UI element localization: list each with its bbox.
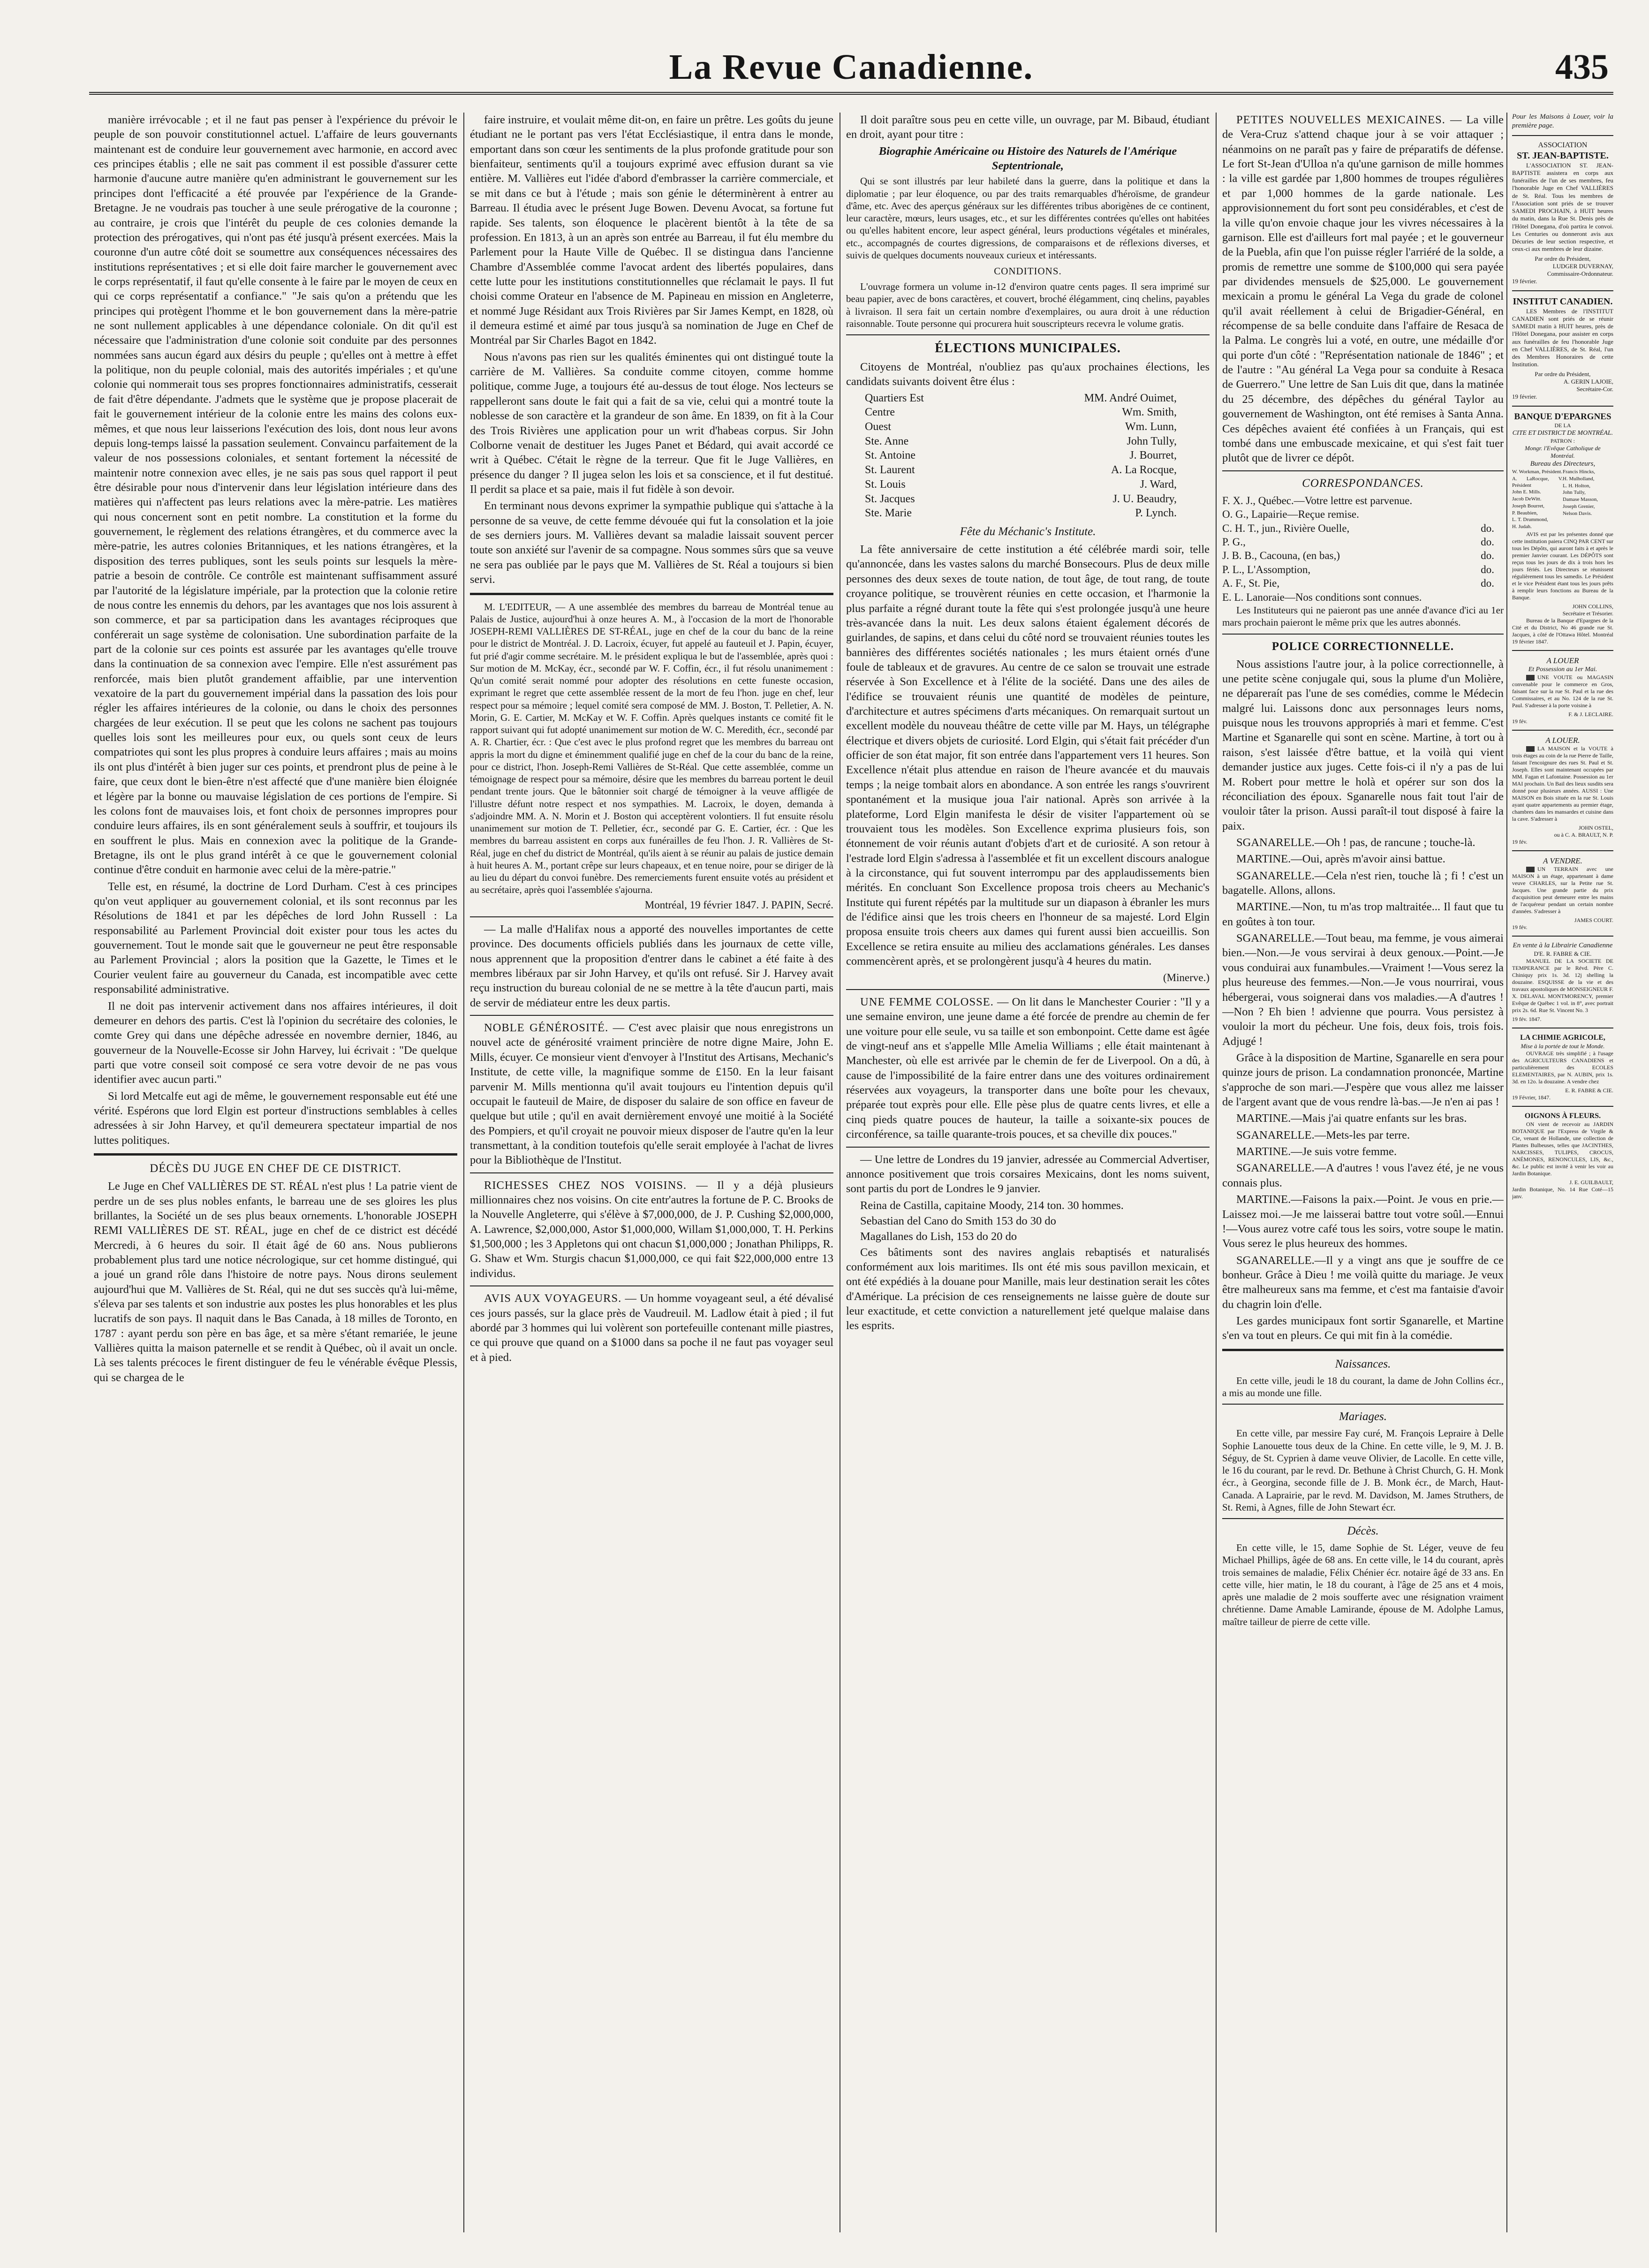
article-text: Ces bâtiments sont des navires anglais rebaptisés et naturalisés conformément aux lois maritimes. Ils ont été mis sous pavillon mexicain, et ont été expédiés à la douane pour Manille, mais leur destination serait les côtes d'Amérique. La précision de ces renseignements ne laisse guère de doute sur leur exactitude, et cette conviction a naturellement jeté quelque malaise dans les esprits. <box>846 1246 1210 1332</box>
section-rule <box>1512 730 1613 731</box>
ad-signature: JOHN COLLINS, <box>1572 603 1613 610</box>
ad-text: Par ordre du Président, <box>1535 370 1591 378</box>
ad-subtitle: D'E. R. FABRE & CIE. <box>1534 950 1592 957</box>
ad-subtitle: Mise à la portée de tout le Monde. <box>1520 1043 1605 1050</box>
ad-text: Mongr. l'Evêque Catholique de Montréal. <box>1525 444 1601 459</box>
correspondence-list <box>1222 494 1504 605</box>
section-rule <box>1512 1106 1613 1107</box>
section-rule <box>1512 650 1613 651</box>
column-4 <box>1222 113 1504 2232</box>
article-text: Citoyens de Montréal, n'oubliez pas qu'aux prochaines élections, les candidats suivants doivent être élus : <box>846 360 1210 388</box>
section-heading: ÉLECTIONS MUNICIPALES. <box>935 341 1121 356</box>
list-item: L. H. Holton, <box>1563 483 1590 489</box>
article-text: Nous assistions l'autre jour, à la police correctionnelle, à une petite scène conjugale qui, sous la plume d'un Molière, ne dépareraít pas l'une de ses comédies, comme le Médecin malgré lui. Laissons donc aux personnages leurs noms, puisque nous les trouvons appropriés à mari et femme. C'est Martine et Sganarelle qui sont en scène. Martine, à tort ou à raison, s'est laissée d'être battue, et la voilà qui vient demander justice aux juges. Cette fois-ci il n'y a pas de lui M. Robert pour mettre le holà et opérer sur son dos la réconciliation des époux. Sganarelle nous fait tout l'air de vouloir tâter la prison. Aussi paraît-il tout disposé à faire la paix. <box>1222 658 1504 832</box>
article-text: L'ouvrage formera un volume in-12 d'environ quatre cents pages. Il sera imprimé sur beau papier, avec de bons caractères, et couvert, broché élégamment, cinq chelins, payables à livraison. Il sera fait un certain nombre d'exemplaires, ou aura droit à une réduction raisonnable. Toute personne qui procurera huit souscripteurs recevra le volume gratis. <box>846 281 1210 329</box>
list-item: Ouest Wm. Lunn, <box>865 421 1177 433</box>
list-item: Nelson Davis. <box>1563 510 1592 516</box>
item-heading: AVIS AUX VOYAGEURS. <box>484 1292 622 1305</box>
ad-date: 19 février. <box>1512 393 1537 401</box>
column-3 <box>846 113 1210 2232</box>
ad-date: 19 fév. 1847. <box>1512 1016 1542 1022</box>
dialogue-line: SGANARELLE.—Cela n'est rien, touche là ; fi ! c'est un bagatelle. Allons, allons. <box>1222 869 1504 897</box>
ad-text: L'ASSOCIATION ST. JEAN-BAPTISTE assistera en corps aux funérailles de l'un de ses membres, feu l'honorable Juge en Chef VALLIÈRES de St. Réal. Tous les membres de l'Association sont priés de se trouver SAMEDI PROCHAIN, à HUIT heures du matin, dans la Rue St. Denis près de l'Hôtel Donegana, d'où partira le convoi. Les Centuries ou donneront avis aux Décuries de leur section respective, et ceux-ci aux membres de leur dizaine. <box>1512 161 1613 253</box>
article-text: faire instruire, et voulait même dit-on, en faire un prêtre. Les goûts du jeune étudiant ne le portant pas vers l'état Ecclésiastique, il entra dans le monde, emportant dans son cœur les sentiments de la plus profonde gratitude pour son bienfaiteur, sentiments qu'il a toujours exprimé avec effusion durant sa vie entière. M. Vallières eut l'idée d'abord d'embrasser la carrière commerciale, et se mit dans ce but à l'étude ; mais son génie le déterminèrent à entrer au Barreau. Il étudia avec le présent Juge Bowen. Devenu Avocat, sa fortune fut rapide. Ses talents, son éloquence le placèrent bientôt à la tête de sa profession. En 1813, à un an après son entrée au Barreau, il fut élu membre du Parlement pour la Haute Ville de Québec. Il se distingua dans l'ancienne Chambre d'Assemblée comme l'avocat ardent des libertés populaires, dans cette lutte pour les institutions constitutionnelles que réclamait le pays. Il fut choisi comme Orateur en l'absence de M. Papineau en mission en Angleterre, et nommé Juge Résidant aux Trois Rivières par Sir James Kempt, en 1828, où il demeura estimé et aimé par tous jusqu'à sa nomination de Juge en Chef de Montréal par Sir Charles Bagot en 1842. <box>470 113 833 347</box>
ad-text: ON vient de recevoir au JARDIN BOTANIQUE par l'Express de Virgile & Cie, venant de Hollande, une collection de Plantes Bulbeuses, telles que JACINTHES, NARCISSES, TULIPES, CROCUS, ANÉMONES, RENONCULES, LIS, &c., &c. Le public est invité à venir les voir au Jardin Botanique. <box>1512 1121 1613 1177</box>
section-rule <box>1222 1349 1504 1351</box>
source-credit: (Minerve.) <box>1163 971 1210 983</box>
section-rule <box>470 916 833 917</box>
section-rule <box>846 989 1210 990</box>
section-rule <box>470 1172 833 1173</box>
section-heading: CONDITIONS. <box>994 265 1062 277</box>
list-item: W. Workman, Président. <box>1512 469 1562 475</box>
section-heading: DÉCÈS DU JUGE EN CHEF DE CE DISTRICT. <box>150 1162 401 1175</box>
list-item: Quartiers Est MM. André Ouimet, <box>865 392 1177 404</box>
ad-text: UN TERRAIN avec une MAISON à un étage, appartenant à dame veuve CHARLES, sur la Petite rue St. Jacques. Une grande partie du prix d'acquisition peut demeurer entre les mains de l'acquéreur pendant un certain nombre d'années. S'adresser à <box>1512 866 1613 915</box>
building-icon <box>1526 675 1535 680</box>
candidates-list <box>846 391 1210 521</box>
notice-text: En cette ville, par messire Fay curé, M. François Lepraire à Delle Sophie Lanouette tous deux de la Chine. En cette ville, le 9, M. J. B. Séguy, de St. Cyprien à dame veuve Olivier, de Lacolle. En cette ville, le 16 du courant, par le revd. Dr. Bethune à Christ Church, G. H. Monk écr., à Georgina, seconde fille de J. B. Monk écr., de March, Haut-Canada. A Laprairie, par le revd. M. Davidson, M. James Struthers, de St. Remi, à Agnes, fille de John Stewart écr. <box>1222 1428 1504 1513</box>
ad-title: A LOUER. <box>1545 735 1580 745</box>
section-rule <box>470 1285 833 1286</box>
column-divider <box>1506 113 1507 2232</box>
section-rule <box>1512 290 1613 291</box>
ad-date: 19 fév. <box>1512 924 1528 930</box>
section-heading: Naissances. <box>1335 1357 1391 1370</box>
ad-title: OIGNONS À FLEURS. <box>1524 1112 1601 1120</box>
item-heading: RICHESSES CHEZ NOS VOISINS. <box>484 1179 687 1192</box>
ad-signature: ou à C. A. BRAULT, N. P. <box>1554 831 1613 838</box>
dialogue-line: SGANARELLE.—Tout beau, ma femme, je vous aimerai bien.—Non.—Je vous servirai à deux genoux.—Point.—Je vous conduirai aux funambules.—Vraiment !—Vous serez la plus heureuse des femmes.—Non.—Je vous nourrirai, vous hébergerai, vous soignerai dans vos maladies.—A d'autres !—Non ? Eh bien ! advienne que pourra. Vous persistez à vouloir la mort du pécheur. Une fois, deux fois, trois fois. Adjugé ! <box>1222 932 1504 1048</box>
ad-notice: Pour les Maisons à Louer, voir la première page. <box>1512 113 1613 129</box>
list-item: F. X. J., Québec.—Votre lettre est parvenue. <box>1222 494 1413 507</box>
item-heading: UNE FEMME COLOSSE. <box>860 995 994 1008</box>
ad-label: DE LA <box>1554 422 1571 429</box>
dialogue-line: MARTINE.—Faisons la paix.—Point. Je vous en prie.—Laissez moi.—Je me laisserai battre tout votre soûl.—Ennui !—Vous aurez votre café tous les soirs, votre soupe le matin. Vous serez le plus heureux des hommes. <box>1222 1193 1504 1250</box>
notice-text: En cette ville, jeudi le 18 du courant, la dame de John Collins écr., a mis au monde une fille. <box>1222 1375 1504 1399</box>
article-text: — On lit dans le Manchester Courier : "Il y a une semaine environ, une jeune dame a été forcée de prendre au chemin de fer une voiture pour elle seule, vu sa taille et son embonpoint. Cette dame est âgée de vingt-neuf ans et s'appelle Mlle Amelia Williams ; elle était maintenant à Manchester, où elle est arrivée par le chemin de fer de Liverpool. On a dû, à cause de l'impossibilité de la faire entrer dans une des voitures ordinairement réservées aux voyageurs, la transporter dans une boîte pour les chevaux, préparée tout exprès pour elle. Elle pèse plus de quatre cents livres, et elle a cinq pieds quatre pouces de hauteur, la taille a soixante-six pouces de circonférence, sa taille quarante-trois pouces, et sa cheville dix pouces." <box>846 995 1210 1141</box>
list-item: J. B. B., Cacouna, (en bas,) do. <box>1222 550 1494 562</box>
masthead <box>89 47 1613 98</box>
section-rule <box>1222 634 1504 635</box>
section-rule <box>846 1147 1210 1148</box>
dialogue-line: MARTINE.—Non, tu m'as trop maltraitée... Il faut que tu en goûtes à ton tour. <box>1222 900 1504 928</box>
list-item: St. Antoine J. Bourret, <box>865 449 1177 462</box>
ad-signature-role: Commissaire-Ordonnateur. <box>1547 270 1613 277</box>
ad-label: PATRON : <box>1551 437 1575 444</box>
ad-date: 19 fév. <box>1512 838 1528 845</box>
ad-date: 19 Février, 1847. <box>1512 1094 1551 1101</box>
list-item: Francis Hincks, <box>1563 469 1596 475</box>
section-heading: CORRESPONDANCES. <box>1302 476 1424 490</box>
dialogue-line: MARTINE.—Je suis votre femme. <box>1236 1145 1397 1158</box>
article-text: Il doit paraître sous peu en cette ville, un ouvrage, par M. Bibaud, étudiant en droit, ayant pour titre : <box>846 113 1210 141</box>
ad-signature: E. R. FABRE & CIE. <box>1565 1087 1613 1094</box>
column-divider <box>463 113 464 2232</box>
ad-subtitle: CITE ET DISTRICT DE MONTRÉAL. <box>1512 430 1613 437</box>
list-item: A. LaRocque, V. Président <box>1512 476 1563 488</box>
ad-title: En vente à la Librairie Canadienne <box>1513 942 1613 949</box>
ad-text: Par ordre du Président, <box>1535 255 1591 262</box>
article-text: Nous n'avons pas rien sur les qualités éminentes qui ont distingué toute la carrière de M. Vallières. Sa conduite comme citoyen, comme homme politique, comme Juge, a toujours été au-dessus de tout éloge. Nos lecteurs se rappelleront sans doute le fait qui a fait de sa vie, celui qui a montré toute la noblesse de son caractère et la grandeur de son âme. En 1839, on fit à la Cour des Trois Rivières une application pour un writ d'habeas corpus. Sir John Colborne venait de destituer les Juges Panet et Bédard, qui avait accordé ce writ à Québec. C'était le règne de la terreur. Que fit le Juge Vallières, en présence du danger ? Il jugea selon les lois et sa conscience, et il fut destitué. Il perdit sa place et sa paie, mais il fut fidèle à son devoir. <box>470 350 833 496</box>
land-icon <box>1526 867 1535 872</box>
article-text: manière irrévocable ; et il ne faut pas penser à l'expérience du prévoir le peuple de son pouvoir constitutionnel actuel. L'affaire de leurs gouvernants maintenant est de conduire leur gouvernement avec harmonie, en accord avec ces principes établis ; elle ne sait pas comment il est possible d'assurer cette harmonie d'aucune autre manière qu'en administrant le gouvernement sur les principes dont l'efficacité a été prouvée par l'expérience de la Grande-Bretagne. Je ne voudrais pas toucher à une seule prérogative de la couronne ; au contraire, je crois que l'intérêt du peuple de ces colonies demande la protection des prérogatives, qui n'ont pas été jusqu'à présent exercées. Mais la couronne d'un autre côté doit se soumettre aux conséquences nécessaires des institutions représentatives ; et si elle doit faire marcher le gouvernement avec le corps représentatif, il faut qu'elle consente à le faire par le moyen de ceux en qui ce corps représentatif a confiance." "Je sais qu'on a prétendu que les principes qui protègent l'homme et le bon gouvernement dans la mère-patrie ne sont nullement applicables à une dépendance coloniale. On dit qu'il est nécessaire que l'administration d'une colonie soit conduite par des personnes nommées sans aucun égard aux désirs du peuple ; qu'elles ont à mettre à effet la politique, non du peuple colonial, mais des autorités impériales ; et qu'une colonie qui nommerait tous ses propres fonctionnaires administratifs, cesserait de fait d'être dépendante. J'admets que le système que je propose placerait de fait le gouvernement intérieur de la colonie entre les mains des colons eux-mêmes, et que nous leur laisserions l'exécution des lois, dont nous leur avons depuis long-temps laissé la passation seulement. Convaincu parfaitement de la valeur de nos possessions coloniales, et sentant fortement la nécessité de maintenir notre connexion avec elles, je ne sais pas sous quel rapport il peut être désirable pour nous d'intervenir dans leur législation intérieure dans des matières qui n'affectent pas leurs relations avec la mère-patrie. Les matières qui nous concernent sont en petit nombre. La constitution et la forme du gouvernement, le règlement des relations étrangères, et du commerce avec la mère-patrie, les autres colonies Britanniques, et les nations étrangères, et la disposition des terres publiques, sont les seuls points sur lesquels la mère-patrie a besoin de contrôle. Ce contrôle est maintenant suffisamment assuré par l'autorité de la législature impériale, par la protection que la colonie retire de nous contre les ennemis du dehors, par les avantages que nos lois assurent à son commerce, et par sa participation dans les avantages réciproques que conférerait un sage système de colonisation. Une subordination parfaite de la part de la colonie sur ces points est assurée par les avantages qu'elle trouve dans la continuation de sa connexion avec l'empire. Elle n'est assurément pas renforcée, mais bien plutôt grandement affaiblie, par une intervention vexatoire de la part du gouvernement impérial dans la passation des lois pour régler les affaires intérieures de la colonie, ou dans le choix des personnes chargées de leur exécution. Il se peut que les colons ne sachent pas toujours quelles lois sont les meilleures pour eux, ou quels sont ceux de leurs compatriotes qui sont les plus propres à conduire leurs affaires ; mais au moins ils ont plus d'intérêt à bien juger sur ces points, et prendront plus de peine à le faire, que ceux dont le bien-être n'est affecté que d'une manière bien éloignée et légère par la bonne ou mauvaise législation de ces portions de l'empire. Si les colons font de mauvaises lois, et font choix de personnes impropres pour conduire leurs affaires, ils en sont généralement seuls à souffrir, et toujours ils en souffrent le plus. Mais en connexion avec la politique de la Grande-Bretagne, ils ont le plus grand intérêt à ce que le gouvernement colonial continue d'être conduit en harmonie avec celui de la mère-patrie." <box>94 113 457 877</box>
list-item: John Tully, <box>1563 490 1586 496</box>
page-number: 435 <box>1555 47 1609 87</box>
list-item: St. Laurent A. La Rocque, <box>865 464 1177 476</box>
ad-title: BANQUE D'EPARGNES <box>1514 411 1611 422</box>
notice-text: En cette ville, le 15, dame Sophie de St. Léger, veuve de feu Michael Phillips, âgée de 68 ans. En cette ville, le 14 du courant, après trois semaines de maladie, Félix Chénier écr. notaire âgé de 33 ans. En cette ville, hier matin, le 18 du courant, à l'âge de 25 ans et 4 mois, après une maladie de 2 mois soufferte avec une résignation vraiment chrétienne. Dame Amable Lamirande, épouse de M. Adolphe Lamus, maître tailleur de pierre de cette ville. <box>1222 1542 1504 1627</box>
list-item: Centre Wm. Smith, <box>865 406 1177 419</box>
list-item: Magallanes do Lish, 153 do 20 do <box>860 1230 1017 1243</box>
section-rule <box>1512 850 1613 851</box>
article-text: — La ville de Vera-Cruz s'attend chaque jour à se voir attaquer ; néanmoins on ne paraît pas y faire de préparatifs de défense. Le fort St-Jean d'Ulloa n'a qu'une garnison de mille hommes : la ville est gardée par 1,800 hommes de troupes régulières et par 1,000 hommes de la garde nationale. Les approvisionnement du fort sont peu considérables, et c'est de la ville qu'on envoie chaque jour les vivres nécessaires à la garnison. Elle est d'ailleurs fort mal payée ; et le gouverneur de la Puebla, afin que l'on puisse régler l'arriéré de la solde, a promis de remettre une somme de $100,000 qui sera payée par dividendes mensuels de $25,000. Le gouvernement mexicain a promu le général La Vega du grade de colonel qu'il avait réellement à celui de Brigadier-Général, en récompense de sa belle conduite dans l'affaire de Resaca de la Palma. Le congrès lui a voté, en outre, une médaille d'or qui porte d'un côté : "Représentation nationale de 1846" ; et de l'autre : "Au général La Vega pour sa conduite à Resaca de Guerrero." Une lettre de San Luis dit que, dans la matinée du 25 décembre, des dépêches du général Taylor au gouvernement de Washington, ont été remises à Santa Anna. Ces dépêches avaient été confiées à un Français, qui est tombé dans une embuscade mexicaine, et qui s'est fait tuer plutôt que de livrer ce dépôt. <box>1222 113 1504 465</box>
list-item: Damase Masson, <box>1563 497 1598 502</box>
list-item: L. T. Drummond, <box>1512 517 1548 523</box>
ships-list <box>846 1198 1210 1244</box>
dialogue-line: SGANARELLE.—Mets-les par terre. <box>1236 1128 1410 1142</box>
ad-text: OUVRAGE très simplifié ; à l'usage des AGRICULTEURS CANADIENS et particulièrement des ECOLES ELEMENTAIRES, par N. AUBIN, prix 1s. 3d. en 12o. la douzaine. A vendre chez <box>1512 1050 1613 1085</box>
ad-signature: F. & J. LECLAIRE. <box>1568 711 1613 718</box>
column-2 <box>470 113 833 2232</box>
ad-text: LES Membres de l'INSTITUT CANADIEN sont priés de se réunir SAMEDI matin à HUIT heures, près de l'Hôtel Donegana, pour assister en corps aux funérailles de feu l'honorable Juge en Chef VALLIÈRES, de St. Réal, l'un des Membres Honoraires de cette Institution. <box>1512 307 1613 368</box>
dialogue-line: Les gardes municipaux font sortir Sganarelle, et Martine s'en va tout en pleurs. Ce qui mit fin à la comédie. <box>1222 1315 1504 1342</box>
ad-title: ST. JEAN-BAPTISTE. <box>1517 150 1609 161</box>
dialogue-line: SGANARELLE.—Il y a vingt ans que je souffre de ce bonheur. Grâce à Dieu ! me voilà quitte du mariage. Je veux être malheureux sans ma femme, et c'est ma fantaisie d'avoir du chagrin loin d'elle. <box>1222 1254 1504 1311</box>
ad-signature: JAMES COURT. <box>1574 917 1613 923</box>
ad-signature: A. GERIN LAJOIE, <box>1563 378 1613 385</box>
section-rule <box>1222 1518 1504 1519</box>
ad-text: LA MAISON et la VOUTE à trois étages au coin de la rue Pierre de Taille, faisant l'encoignure des rues St. Paul et St. Joseph. Elles sont maintenant occupées par MM. Fagan et Lafontaine. Possession au 1er MAI prochain. Un Bail des lieux susdits sera donné pour plusieurs années. AUSSI : Une MAISON en Bois située en la rue St. Louis ayant quatre appartements au premier étage, chambres dans les mansardes et cuisine dans la cave. S'adresser à <box>1512 745 1613 822</box>
ad-title: LA CHIMIE AGRICOLE, <box>1520 1034 1605 1042</box>
section-heading: Décès. <box>1347 1525 1379 1538</box>
section-rule <box>470 1015 833 1016</box>
ad-signature: JOHN OSTEL, <box>1579 824 1613 831</box>
list-item: P. L., L'Assomption, do. <box>1222 563 1494 575</box>
dialogue-line: MARTINE.—Mais j'ai quatre enfants sur les bras. <box>1236 1112 1467 1125</box>
dialogue-line: SGANARELLE.—Oh ! pas, de rancune ; touche-là. <box>1236 836 1475 849</box>
article-text: — C'est avec plaisir que nous enregistrons un nouvel acte de générosité vraiment princière de notre digne Maire, John E. Mills, écuyer. Ce monsieur vient d'envoyer à l'Institut des Artisans, Mechanic's Institute, de cette ville, la magnifique somme de £150. En la leur faisant parvenir M. Mills mentionna qu'il avait toujours eu l'intention depuis qu'il occupait le fauteuil de Maire, de disposer du salaire de son office en faveur de quelque but utile ; qu'il en avait dernièrement envoyé une moitié à la Société des Pompiers, et qu'il croyait ne pouvoir mieux disposer de l'autre qu'en la leur transmettant, à la condition toutefois qu'elle serait employée à l'achat de livres pour la Bibliothèque de l'Institut. <box>470 1021 833 1167</box>
list-item: H. Mulholland, <box>1563 476 1595 482</box>
house-icon <box>1526 746 1535 752</box>
ad-signature-role: Secrétaire et Trésorier. <box>1562 610 1613 617</box>
ad-text: AVIS est par les présentes donné que cette institution paiera CINQ PAR CENT sur tous les Dépôts, qui auront faits à et après le premier Janvier courant. Les DÉPÔTS sont reçus tous les jours de dix à trois hors les jours fériés. Les Directeurs se réunissent régulièrement tous les samedis. Le Président et le vice Président étant tous les jours prêts à remplir leurs fonctions au Bureau de la Banque. <box>1512 530 1613 601</box>
ad-text: UNE VOUTE ou MAGASIN convenable pour le commerce en Gros, faisant face sur la rue St. Paul et la rue des Commissaires, et au No. 124 de la rue St. Paul. S'adresser à la porte voisine à <box>1512 673 1613 709</box>
list-item: Ste. Anne John Tully, <box>865 435 1177 447</box>
list-item: John E. Mills. <box>1512 489 1541 495</box>
ad-date: 19 fév. <box>1512 718 1528 725</box>
dialogue-line: SGANARELLE.—A d'autres ! vous l'avez été, je ne vous connais plus. <box>1222 1162 1504 1189</box>
list-item: E. L. Lanoraie—Nos conditions sont connues. <box>1222 591 1422 603</box>
article-text: Si lord Metcalfe eut agi de même, le gouvernement responsable eut été une vérité. Espérons que lord Elgin est porteur d'instructions semblables à celles adressées à sir John Harvey, et qu'il demeurera spectateur impartial de nos luttes politiques. <box>94 1089 457 1147</box>
item-heading: PETITES NOUVELLES MEXICAINES. <box>1236 113 1445 126</box>
dialogue-line: MARTINE.—Oui, après m'avoir ainsi battue. <box>1236 853 1445 866</box>
dialogue-line: Grâce à la disposition de Martine, Sganarelle en sera pour quinze jours de prison. La condamnation prononcée, Martine s'approche de son mari.—J'espère que vous allez me laisser de l'argent avant que de vous rendre là-bas.—Je n'en ai pas ! <box>1222 1051 1504 1109</box>
article-text: Le Juge en Chef VALLIÈRES DE ST. RÉAL n'est plus ! La patrie vient de perdre un de ses plus nobles enfants, le barreau une de ses gloires les plus brillantes, la Société un de ses plus beaux ornements. L'honorable JOSEPH REMI VALLIÈRES DE ST. RÉAL, juge en chef de ce district est décédé Mercredi, à 6 heures du soir. Il était âgé de 60 ans. Nous publierons probablement plus tard une notice nécrologique, sur cet homme distingué, qui a joué un grand rôle dans l'histoire de notre pays. Nous dirons seulement aujourd'hui que M. Vallières de St. Réal, qui ne dut ses succès qu'à lui-même, s'éleva par ses talents et son industrie aux postes les plus honorables et les plus lucratifs de son pays. Il naquit dans le Bas Canada, à 18 milles de Toronto, en 1787 : ayant perdu son père en bas âge, et sa mère s'étant remariée, le jeune Vallières quitta la maison paternelle et se rendit à Québec, où il avait un oncle. Là ses talents précoces le firent distinguer de feu le vénérable évêque Plessis, qui se chargea de le <box>94 1180 457 1384</box>
article-text: — Un homme voyageant seul, a été dévalisé ces jours passés, sur la glace près de Vaudreuil. M. Ladlow était à pied ; il fut abordé par 3 hommes qui lui volèrent son portefeuille contenant mille piastres, ce qui prouve que quand on a $1000 dans sa poche il ne faut pas voyager seul et à pied. <box>470 1292 833 1364</box>
item-heading: NOBLE GÉNÉROSITÉ. <box>484 1021 609 1035</box>
ad-signature: LUDGER DUVERNAY, <box>1552 262 1613 270</box>
column-divider <box>1216 113 1217 2232</box>
list-item: St. Jacques J. U. Beaudry, <box>865 492 1177 505</box>
list-item: O. G., Lapairie—Reçue remise. <box>1222 508 1359 521</box>
list-item: St. Louis J. Ward, <box>865 478 1177 491</box>
article-text: Telle est, en résumé, la doctrine de Lord Durham. C'est à ces principes qu'on veut appliquer au gouvernement colonial, et ils sont reconnus par les Résolutions de 1841 et par les dépêches de lord John Russell : La responsabilité au Parlement Provincial doit exister pour tous les actes du gouvernement. Tout le monde sait que le gouverneur ne peut être responsable au Parlement Provincial ; alors la position que la Gazette, le Times et le Courier veulent faire au gouverneur du Canada, est incompatible avec cette responsabilité administrative. <box>94 880 457 996</box>
section-rule <box>94 1153 457 1156</box>
section-rule <box>470 593 833 595</box>
article-text: Qui se sont illustrés par leur habileté dans la guerre, dans la politique et dans la diplomatie ; par leur éloquence, ou par des traits remarquables d'héroïsme, de grandeur d'âme, etc. Avec des aperçus généraux sur les différentes tribus aborigènes de ce continent, leur caractère, mœurs, leurs usages, etc., et sur les différentes contrées qu'elles ont habitées ou qu'elles habitent encore, leur aspect général, leurs productions végétales et minérales, etc., accompagnés de courtes digressions, de comparaisons et de réflexions diverses, et suivis de quelques documents nouveaux curieux et intéressants. <box>846 175 1210 261</box>
list-item: H. Judah. <box>1512 524 1532 529</box>
ad-date: 19 février. <box>1512 278 1537 285</box>
ad-signature: J. E. GUILBAULT, <box>1569 1179 1613 1186</box>
ad-text: Bureau de la Banque d'Epargnes de la Cité et du District, No 46 grande rue St. Jacques, à côté de l'Ottawa Hôtel. Montréal 19 février 1847. <box>1512 617 1613 645</box>
ads-column-visible <box>1512 113 1613 2232</box>
article-text: — Une lettre de Londres du 19 janvier, adressée au Commercial Advertiser, annonce positivement que trois corsaires Mexicains, dont les noms suivent, sont partis du port de Londres le 9 janvier. <box>846 1153 1210 1195</box>
list-item: Reina de Castilla, capitaine Moody, 214 ton. 30 hommes. <box>860 1199 1124 1212</box>
section-heading: Mariages. <box>1339 1410 1387 1423</box>
article-text: — Il y a déjà plusieurs millionnaires chez nos voisins. On cite entr'autres la fortune de P. C. Brooks de la Nouvelle Angleterre, qui s'élève à $7,000,000, de J. P. Cushing $2,000,000, A. Lawrence, $2,000,000, Astor $1,000,000, Willam $1,000,000, T. H. Perkins $1,500,000 ; les 3 Appletons qui ont chacun $1,000,000 ; Jonathan Philipps, R. G. Shaw et Wm. Sturgis chacun $1,000,000, ce qui fait $22,000,000 entre 13 individus. <box>470 1179 833 1280</box>
ad-text: MANUEL DE LA SOCIETE DE TEMPERANCE par le Révd. Père C. Chiniquy prix 1s. 3d. 12j shelling la douzaine. ESQUISSE de la vie et des travaux apostoliques de MONSEIGNEUR F. X. DELAVAL MONTMORENCY, premier Evêque de Québec 1 vol. in 8°, avec portrait prix 2s. 6d. Rue St. Vincent No. 3 <box>1512 958 1613 1013</box>
ad-subtitle: Et Possession au 1er Mai. <box>1528 666 1597 673</box>
article-text: Il ne doit pas intervenir activement dans nos affaires intérieures, il doit demeurer en dehors des partis. C'est là l'opinion du secrétaire des colonies, le comte Grey qui dans une dépêche adressée en novembre dernier, 1846, au gouverneur de la Nouvelle-Ecosse sir John Harvey, lui écrivait : "De quelque parti que votre conseil soit composé ce sera votre devoir de ne pas vous identifier avec aucun parti." <box>94 999 457 1086</box>
list-item: P. G., do. <box>1222 536 1494 548</box>
list-item: Jacob DeWitt. <box>1512 496 1542 502</box>
ad-title: INSTITUT CANADIEN. <box>1513 296 1613 307</box>
ad-date: Jardin Botanique, No. 14 Rue Coté—15 janv. <box>1512 1186 1613 1200</box>
list-item: C. H. T., jun., Rivière Ouelle, do. <box>1222 522 1494 534</box>
list-item: Joseph Grenier, <box>1563 503 1595 509</box>
article-text: — La malle d'Halifax nous a apporté des nouvelles importantes de cette province. Des documents officiels publiés dans les journaux de cette ville, nous apprennent que la proposition d'entrer dans le cabinet a été faite à des membres libéraux par sir John Harvey, et qu'ils ont refusé. Sir J. Harvey avait reçu instruction du bureau colonial de ne se mettre à la tête d'aucun parti, mais de servir de médiateur entre les deux partis. <box>470 922 833 1009</box>
list-item: A. F., St. Pie, do. <box>1222 577 1494 590</box>
list-item: Ste. Marie P. Lynch. <box>865 507 1177 520</box>
book-title: Biographie Américaine ou Histoire des Naturels de l'Amérique Septentrionale, <box>878 144 1177 173</box>
article-text: La fête anniversaire de cette institution a été célébrée mardi soir, telle qu'annoncée, dans les vastes salons du marché Bonsecours. Plus de deux mille personnes des deux sexes de toute nation, de tout âge, de tout rang, de toute croyance politique, se trouvèrent réunies en cette occasion, et l'harmonie la plus parfaite a régné durant toute la fête qui s'est prolongée jusqu'à une heure très-avancée dans la nuit. Les deux salons étaient également décorés de guirlandes, de sapins, et dans celui du côté nord se trouvaient réunies toutes les bannières des différentes sociétés nationales ; les murs étaient ornés d'une foule de tableaux et de gravures. Au centre de ce salon se trouvait une estrade réservée à Son Excellence et à l'élite de la société. Dans une des ailes de l'édifice se trouvaient réunis une quantité de modèles de peinture, d'architecture et autres spécimens d'arts mécaniques. On remarquait surtout un excellent modèle du nouveau théâtre de cette ville par M. Hays, un télégraphe électrique et divers objets de curiosité. Lord Elgin, qui s'était fait précéder d'un officier de son état major, fit son entrée dans l'appartement vers 11 heures. Son Excellence n'était plus attendue en raison de l'heure avancée et du mauvais temps ; la neige tombait alors en abondance. A son entrée les rangs s'ouvrirent spontanément et la musique joua l'air national. Après son arrivée à la plateforme, Lord Elgin manifesta le désir de visiter l'appartement où se trouvaient tous les modèles. Son Excellence exprima plusieurs fois, son étonnement de voir réunis autant d'objets d'art et de curiosité. A son retour à l'estrade lord Elgin s'adressa à l'assemblée et fit un excellent discours analogue à la circonstance, qui fut souvent interrompu par des applaudissements bien mérités. En concluant Son Excellence proposa trois cheers au Mechanic's Institute qui furent répétés par la multitude sur un diapason à ébranler les murs de l'édifice ainsi que les trois cheers en l'honneur de sa majesté. Lord Elgin proposa ensuite trois cheers aux dames qui furent aussi bien accueillis. Son Excellence se retira ensuite au milieu des acclamations générales. Les danses commencèrent après, et se prolongèrent jusqu'à 4 heures du matin. <box>846 543 1210 968</box>
ad-subtitle: Bureau des Directeurs, <box>1530 460 1596 468</box>
masthead-rule <box>89 92 1613 95</box>
section-heading: Fête du Méchanic's Institute. <box>960 525 1096 538</box>
ad-label: ASSOCIATION <box>1538 141 1588 149</box>
ad-signature-role: Secrétaire-Cor. <box>1576 386 1613 393</box>
list-item: Sebastian del Cano do Smith 153 do 30 do <box>860 1214 1056 1227</box>
section-rule <box>1222 470 1504 471</box>
section-heading: POLICE CORRECTIONNELLE. <box>1271 640 1454 653</box>
list-item: Joseph Bourret, <box>1512 503 1545 509</box>
article-text: En terminant nous devons exprimer la sympathie publique qui s'attache à la personne de sa veuve, de cette femme dévouée qui fut la consolation et la joie de ses derniers jours. M. Vallières devant sa maladie laissait souvent percer toute son anxiété sur l'avenir de sa compagne. Nous sommes sûrs que sa veuve ne sera pas oubliée par le pays que M. Vallières de St. Réal a toujours si bien servi. <box>470 499 833 586</box>
ad-title: A VENDRE. <box>1543 856 1582 865</box>
newspaper-title: La Revue Canadienne. <box>669 47 1034 87</box>
section-rule <box>1512 936 1613 937</box>
article-text: Les Instituteurs qui ne paieront pas une année d'avance d'ici au 1er mars prochain paieront le même prix que les autres abonnés. <box>1222 605 1504 628</box>
article-text: M. L'EDITEUR, — A une assemblée des membres du barreau de Montréal tenue au Palais de Justice, aujourd'hui à onze heures A. M., à l'occasion de la mort de l'honorable JOSEPH-REMI VALLIÈRES DE ST-RÉAL, juge en chef de la cour du banc de la reine pour le district de Montréal. J. D. Lacroix, écuyer, fut appelé au fauteuil et J. Papin, écuyer, fut prié d'agir comme secrétaire. M. le président expliqua le but de l'assemblée, après quoi : Sur motion de M. McKay, écr., secondé par W. F. Coffin, écr., il fut résolu unanimement : Qu'un comité serait nommé pour adopter des résolutions en cette funeste occasion, exprimant le regret que cette assemblée ressent de la mort de feu l'hon. juge en chef, leur respect pour sa mémoire ; lequel comité sera composé de MM. J. Boston, T. Pelletier, A. N. Morin, G. E. Cartier, M. McKay et W. F. Coffin. Après quelques instants ce comité fit le rapport suivant qui fut adopté unanimement sur motion de W. C. Meredith, écr., secondé par A. R. Chartier, écr. : Que c'est avec le plus profond regret que les membres du barreau ont appris la mort du digne et éminemment qualifié juge en chef de la cour du banc de la reine, pour ce district, l'hon. Joseph-Remi Vallières de St-Réal. Que cette assemblée, comme un témoignage de respect pour sa mémoire, désire que les membres du barreau portent le deuil pendant trente jours. Que le bâtonnier soit chargé de témoigner à la veuve affligée de l'illustre défunt notre respect et nos sympathies. M. Lacroix, le doyen, demanda à s'adjoindre MM. A. N. Morin et J. Boston qui acceptèrent volontiers. Il fut ensuite résolu unanimement sur motion de T. Pelletier, écr., secondé par G. E. Cartier, écr. : Que les membres du barreau assistent en corps aux funérailles de feu l'hon. J. R. Vallières de St-Réal, juge en chef du district de Montréal, qu'ils aient à se réunir au palais de justice demain à huit heures A. M., portant crêpe sur leurs chapeaux, et en tenue noire, pour se diriger de là au lieu du départ du convoi funèbre. Des remerciements furent ensuite votés au président et au secrétaire, après quoi l'assemblée s'ajourna. <box>470 601 833 896</box>
ad-title: A LOUER <box>1546 656 1579 665</box>
directors-list <box>1512 469 1613 531</box>
section-rule <box>1512 406 1613 407</box>
column-1 <box>94 113 457 2232</box>
section-rule <box>846 334 1210 335</box>
list-item: P. Beaubien, <box>1512 510 1538 516</box>
signature: Montréal, 19 février 1847. J. PAPIN, Secré. <box>644 899 833 911</box>
section-rule <box>1222 1404 1504 1405</box>
section-rule <box>1512 135 1613 136</box>
